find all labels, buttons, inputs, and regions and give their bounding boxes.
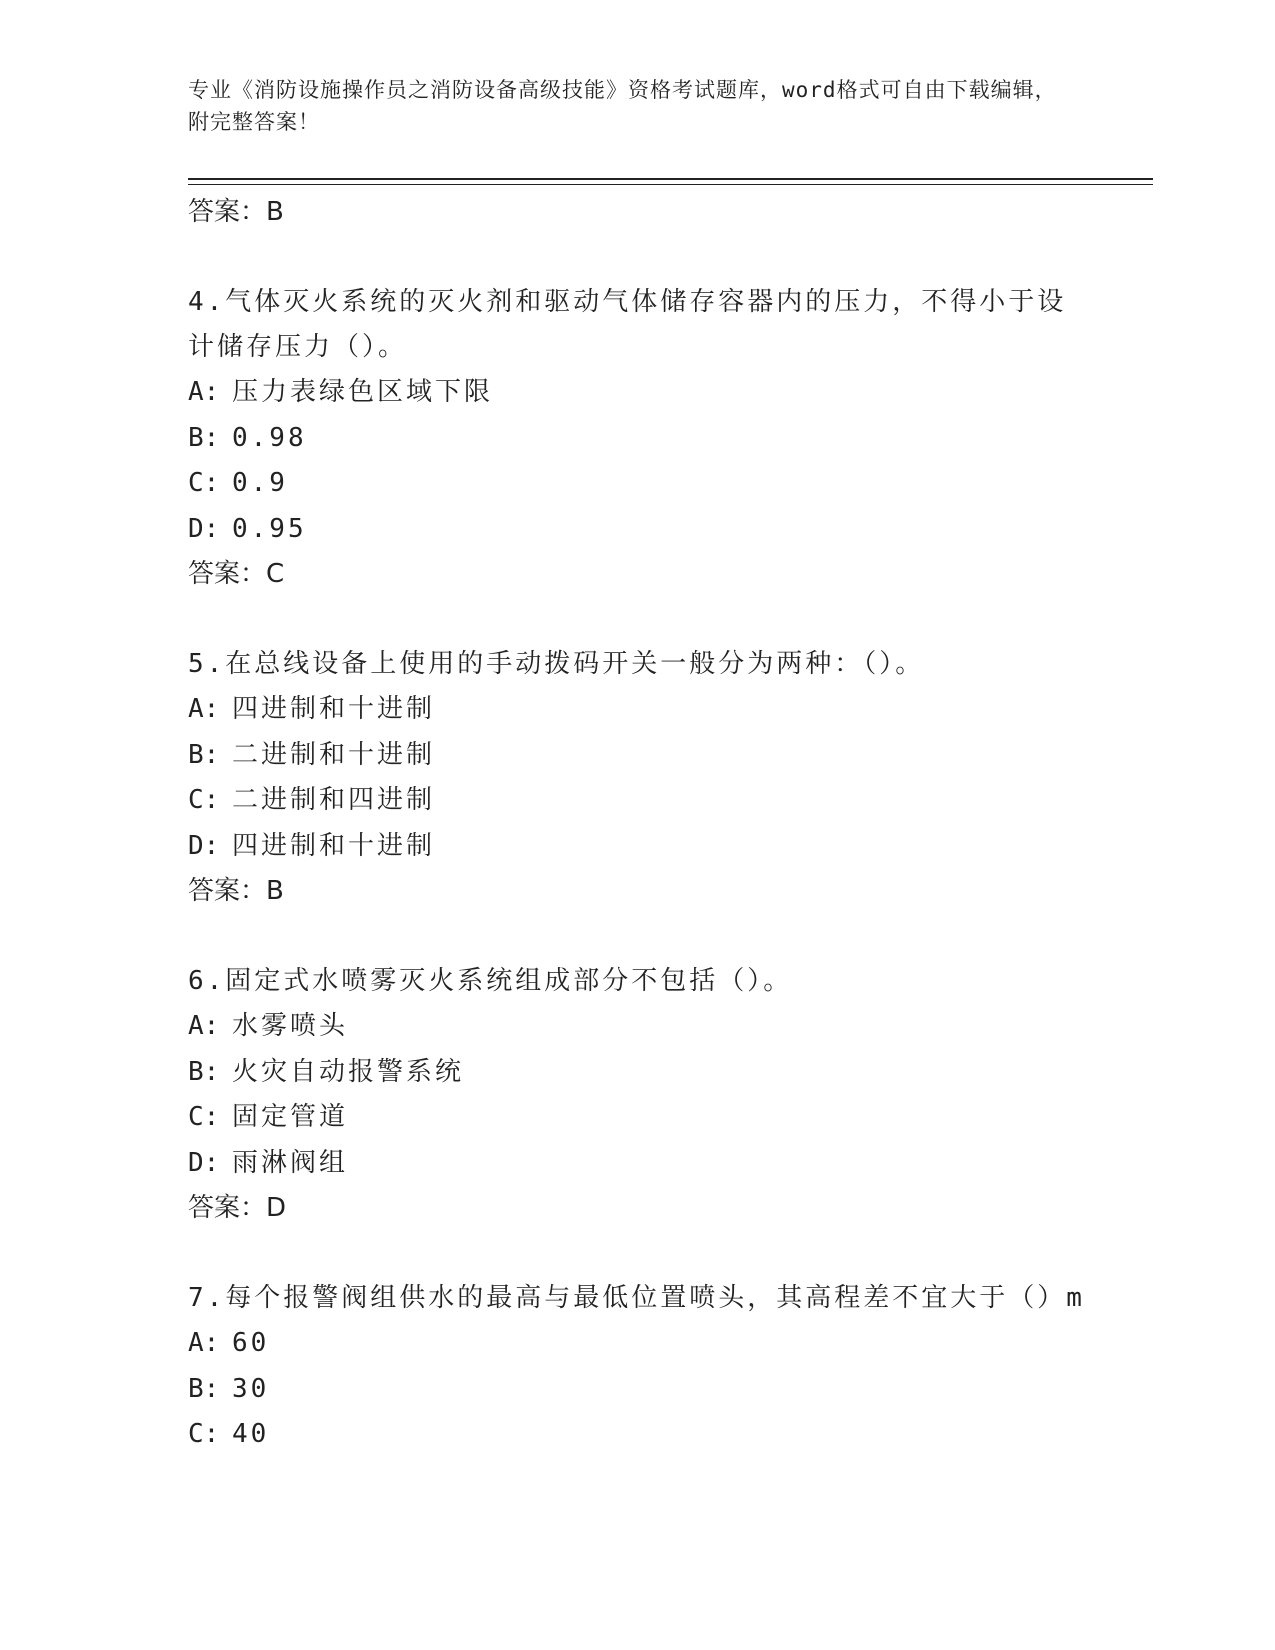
option-c — [188, 461, 1088, 507]
option-key: C: — [188, 1102, 220, 1132]
header-rule-thick — [188, 178, 1153, 180]
option-a — [188, 1004, 1088, 1050]
question-6 — [188, 959, 1088, 1230]
option-value: 60 — [232, 1328, 270, 1358]
option-value: 四进制和十进制 — [232, 830, 436, 861]
option-key: D: — [188, 830, 220, 861]
answer-line: 答案：D — [188, 1193, 287, 1223]
option-value: 雨淋阀组 — [232, 1147, 349, 1178]
question-5 — [188, 642, 1088, 913]
question-text: 7.每个报警阀组供水的最高与最低位置喷头，其高程差不宜大于（）m — [188, 1283, 1085, 1313]
option-value: 四进制和十进制 — [232, 694, 436, 724]
option-b — [188, 1050, 1088, 1096]
option-value: 二进制和十进制 — [232, 739, 436, 770]
question-text: 4.气体灭火系统的灭火剂和驱动气体储存容器内的压力，不得小于设计储存压力（）。 — [188, 287, 1067, 362]
option-c — [188, 1095, 1088, 1141]
option-value: 40 — [232, 1419, 270, 1449]
option-b — [188, 1367, 1088, 1413]
option-b — [188, 733, 1088, 779]
option-value: 火灾自动报警系统 — [232, 1056, 465, 1087]
option-key: B: — [188, 1373, 220, 1404]
option-key: A: — [188, 1011, 220, 1041]
option-key: B: — [188, 422, 220, 453]
option-value: 压力表绿色区域下限 — [232, 377, 494, 407]
question-list — [188, 190, 1088, 1458]
option-value: 水雾喷头 — [232, 1011, 349, 1041]
option-key: A: — [188, 694, 220, 724]
option-d — [188, 824, 1088, 870]
option-value: 0.98 — [232, 422, 307, 453]
option-key: B: — [188, 1056, 220, 1087]
option-key: A: — [188, 377, 220, 407]
option-key: C: — [188, 785, 220, 815]
option-key: C: — [188, 1419, 220, 1449]
option-a — [188, 1321, 1088, 1367]
option-key: D: — [188, 513, 220, 544]
option-d — [188, 507, 1088, 553]
option-b — [188, 416, 1088, 462]
option-c — [188, 778, 1088, 824]
answer-line: 答案：C — [188, 559, 285, 589]
option-key: B: — [188, 739, 220, 770]
option-d — [188, 1141, 1088, 1187]
page-header: 专业《消防设施操作员之消防设备高级技能》资格考试题库，word格式可自由下载编辑，附完整答案！ — [188, 78, 1057, 134]
option-a — [188, 370, 1088, 416]
question-4 — [188, 280, 1088, 596]
option-a — [188, 687, 1088, 733]
option-value: 30 — [232, 1373, 270, 1404]
option-value: 0.9 — [232, 468, 288, 498]
option-value: 0.95 — [232, 513, 307, 544]
question-text: 5.在总线设备上使用的手动拨码开关一般分为两种：（）。 — [188, 649, 925, 679]
option-key: C: — [188, 468, 220, 498]
question-7 — [188, 1276, 1088, 1458]
answer-line: 答案：B — [188, 876, 284, 906]
question-text: 6.固定式水喷雾灭火系统组成部分不包括（）。 — [188, 966, 793, 996]
header-rule-thin — [188, 184, 1153, 185]
option-key: D: — [188, 1147, 220, 1178]
option-value: 二进制和四进制 — [232, 785, 436, 815]
option-c — [188, 1412, 1088, 1458]
answer-line: 答案：B — [188, 197, 284, 227]
option-key: A: — [188, 1328, 220, 1358]
option-value: 固定管道 — [232, 1102, 349, 1132]
